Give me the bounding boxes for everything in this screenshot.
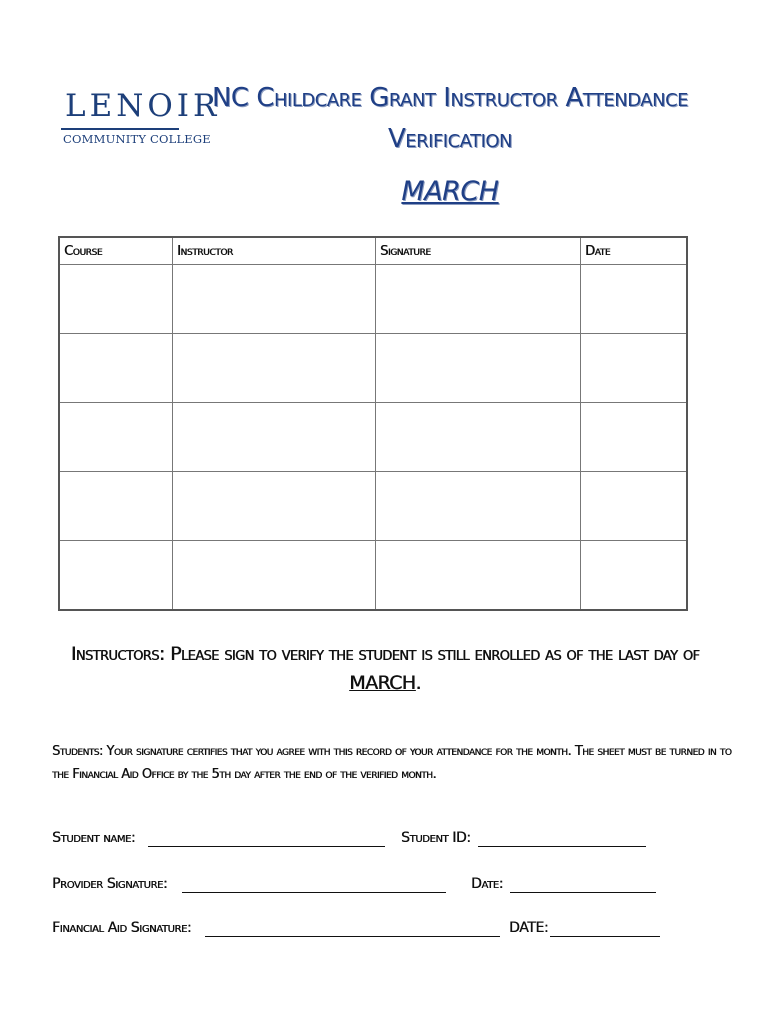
date-cell[interactable] bbox=[581, 403, 688, 472]
table-header-row bbox=[59, 237, 687, 265]
student-id-line[interactable] bbox=[478, 846, 646, 847]
student-name-line[interactable] bbox=[148, 846, 385, 847]
instructor-cell[interactable] bbox=[173, 403, 376, 472]
signature-cell[interactable] bbox=[376, 472, 581, 541]
signature-cell[interactable] bbox=[376, 403, 581, 472]
date-cell[interactable] bbox=[581, 541, 688, 611]
date-cell[interactable] bbox=[581, 472, 688, 541]
column-header-date: Date bbox=[581, 237, 688, 265]
form-title: NC Childcare Grant Instructor Attendance Verification bbox=[211, 83, 689, 154]
student-id-label: Student ID: bbox=[401, 830, 471, 846]
month-heading: MARCH bbox=[401, 176, 499, 207]
logo-name: LENOIR bbox=[65, 88, 221, 124]
signature-cell[interactable] bbox=[376, 541, 581, 611]
date-label: Date: bbox=[471, 876, 503, 892]
student-name-label: Student name: bbox=[52, 830, 136, 846]
table-row bbox=[59, 541, 687, 611]
course-cell[interactable] bbox=[59, 265, 173, 334]
course-cell[interactable] bbox=[59, 403, 173, 472]
signature-cell[interactable] bbox=[376, 265, 581, 334]
date-cell[interactable] bbox=[581, 334, 688, 403]
notice-text: Instructors: Please sign to verify the student is still enrolled as of the last day of bbox=[70, 643, 700, 665]
provider-signature-label: Provider Signature: bbox=[52, 876, 168, 892]
signature-cell[interactable] bbox=[376, 334, 581, 403]
course-cell[interactable] bbox=[59, 334, 173, 403]
instructor-cell[interactable] bbox=[173, 334, 376, 403]
column-header-course: Course bbox=[59, 237, 173, 265]
attendance-table bbox=[58, 236, 688, 611]
column-header-instructor: Instructor bbox=[173, 237, 376, 265]
table-row bbox=[59, 472, 687, 541]
course-cell[interactable] bbox=[59, 541, 173, 611]
logo-rule bbox=[61, 128, 179, 130]
date-cell[interactable] bbox=[581, 265, 688, 334]
financial-aid-signature-label: Financial Aid Signature: bbox=[52, 920, 192, 936]
notice-month: MARCH bbox=[349, 672, 416, 694]
instructor-notice bbox=[50, 640, 720, 698]
college-logo bbox=[55, 88, 221, 152]
column-header-signature: Signature bbox=[376, 237, 581, 265]
logo-subtitle: COMMUNITY COLLEGE bbox=[63, 132, 211, 146]
instructor-cell[interactable] bbox=[173, 472, 376, 541]
date-line-2[interactable] bbox=[550, 936, 660, 937]
table-row bbox=[59, 403, 687, 472]
notice-end: . bbox=[415, 672, 421, 694]
date-line[interactable] bbox=[510, 892, 656, 893]
course-cell[interactable] bbox=[59, 472, 173, 541]
table-row bbox=[59, 334, 687, 403]
financial-aid-signature-line[interactable] bbox=[205, 936, 500, 937]
instructor-cell[interactable] bbox=[173, 265, 376, 334]
date-label-2: DATE: bbox=[509, 920, 549, 936]
table-row bbox=[59, 265, 687, 334]
students-note: Students: Your signature certifies that you agree with this record of your attendance for the month. The sheet must be turned in to the Financial Aid Office by the 5th day after the end of the verified month. bbox=[52, 744, 732, 782]
provider-signature-line[interactable] bbox=[182, 892, 446, 893]
instructor-cell[interactable] bbox=[173, 541, 376, 611]
